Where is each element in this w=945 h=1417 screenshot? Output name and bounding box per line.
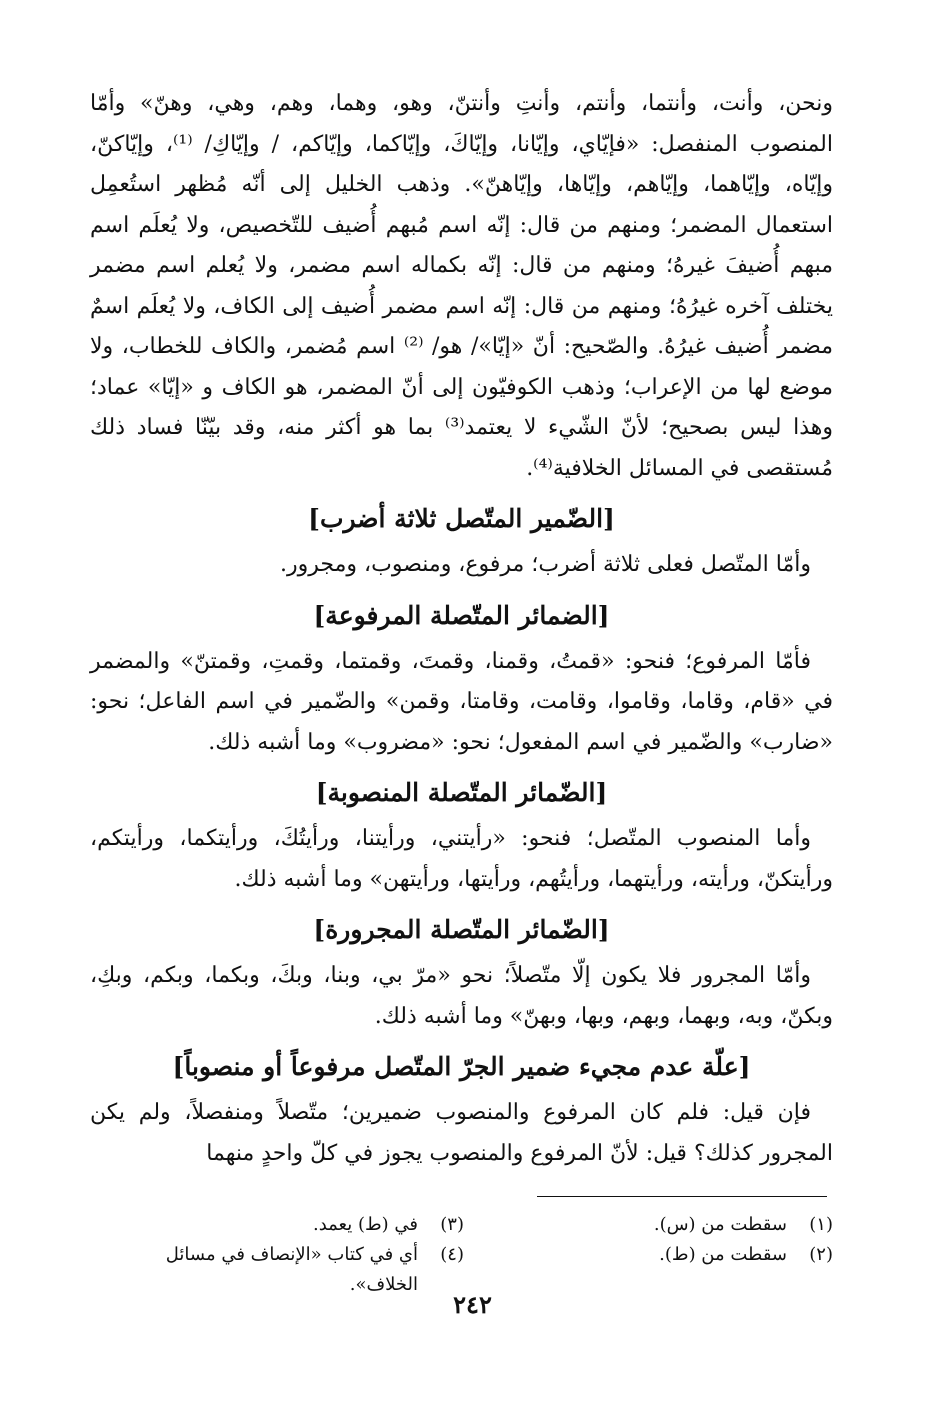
footnote-number: (٣) <box>440 1214 464 1235</box>
footnote-text: أي في كتاب «الإنصاف في مسائل الخلاف». <box>165 1244 418 1295</box>
footnotes <box>95 1210 833 1300</box>
page-body <box>90 84 833 1174</box>
paragraph-connected-accusative: وأما المنصوب المتّصل؛ فنحو: «رأيتني، ورأيتنا، ورأيتُكَ، ورأيتكما، ورأيتكم، ورأيتكنّ، ورأيته، ورأيتهما، ورأيتُهم، ورأيتها، ورأيتهن» وما أشبه ذلك. <box>90 826 833 892</box>
heading-genitive-reason: [علّة عدم مجيء ضمير الجرّ المتّصل مرفوعاً أو منصوباً] <box>172 1052 751 1081</box>
page-number: ٢٤٢ <box>453 1290 492 1319</box>
footnote-text: سقطت من (س). <box>653 1214 787 1235</box>
heading-connected-genitive: [الضّمائر المتّصلة المجرورة] <box>313 915 610 944</box>
paragraph-pronouns-separate: ونحن، وأنت، وأنتما، وأنتم، وأنتِ وأنتنّ، وهو، وهما، وهم، وهي، وهنّ» وأمّا المنصوب المنفصل: «فإيّاي، وإيّانا، وإيّاكَ، وإيّاكما، وإيّاكم، / وإيّاكِ/ ⁽¹⁾، وإيّاكنّ، وإيّاه، وإيّاهما، وإيّاهم، وإيّاها، وإيّاهنّ». وذهب الخليل إلى أنّه مُظهر استُعمِل استعمال المضمر؛ ومنهم من قال: إنّه اسم مُبهم أُضيف للتّخصيص، ولا يُعلَم اسم مبهم أُضيفَ غيرهُ؛ ومنهم من قال: إنّه بكماله اسم مضمر، ولا يُعلم اسم مضمر يختلف آخره غيرُهُ؛ ومنهم من قال: إنّه اسم مضمر أُضيف إلى الكاف، ولا يُعلَم اسمٌ مضمر أُضيف غيرُهُ. والصّحيح: أنّ «إيّا»/ هو/ ⁽²⁾ اسم مُضمر، والكاف للخطاب، ولا موضع لها من الإعراب؛ وذهب الكوفيّون إلى أنّ المضمر، هو الكاف و «إيّا» عماد؛ وهذا ليس بصحيح؛ لأنّ الشّيء لا يعتمد⁽³⁾ بما هو أكثر منه، وقد بيّنّا فساد ذلك مُستقصى في المسائل الخلافية⁽⁴⁾. <box>90 91 833 481</box>
heading-connected-nominative: [الضمائر المتّصلة المرفوعة] <box>313 600 610 630</box>
paragraph-connected-types: وأمّا المتّصل فعلى ثلاثة أضرب؛ مرفوع، ومنصوب، ومجرور. <box>280 552 811 577</box>
footnote-text: سقطت من (ط). <box>659 1244 787 1265</box>
paragraph-connected-genitive: وأمّا المجرور فلا يكون إلّا متّصلاً؛ نحو «مرّ بي، وبنا، وبكَ، وبكما، وبكم، وبكِ، وبكنّ، وبه، وبهما، وبهم، وبها، وبهنّ» وما أشبه ذلك. <box>90 963 833 1029</box>
footnote-row <box>95 1210 833 1240</box>
footnote-text: في (ط) يعمد. <box>312 1214 418 1235</box>
footnote-1 <box>464 1210 833 1240</box>
footnote-3 <box>95 1210 464 1240</box>
paragraph-genitive-reason: فإن قيل: فلم كان المرفوع والمنصوب ضميرين؛ متّصلاً ومنفصلاً، ولم يكن المجرور كذلك؟ قيل: لأنّ المرفوع والمنصوب يجوز في كلّ واحدٍ منهما <box>90 1100 833 1166</box>
paragraph-connected-nominative: فأمّا المرفوع؛ فنحو: «قمتُ، وقمنا، وقمتَ، وقمتما، وقمتِ، وقمتنّ» والمضمر في «قام، وقاما، وقاموا، وقامت، وقامتا، وقمن» والضّمير في اسم الفاعل؛ نحو: «ضارب» والضّمير في اسم المفعول؛ نحو: «مضروب» وما أشبه ذلك. <box>90 648 833 755</box>
footnote-number: (١) <box>809 1214 833 1235</box>
footnote-number: (٤) <box>440 1244 464 1265</box>
heading-connected-pronoun-types: [الضّمير المتّصل ثلاثة أضرب] <box>308 504 615 533</box>
footnote-number: (٢) <box>809 1244 833 1265</box>
heading-connected-accusative: [الضّمائر المتّصلة المنصوبة] <box>315 778 608 807</box>
footnote-divider <box>537 1196 827 1197</box>
